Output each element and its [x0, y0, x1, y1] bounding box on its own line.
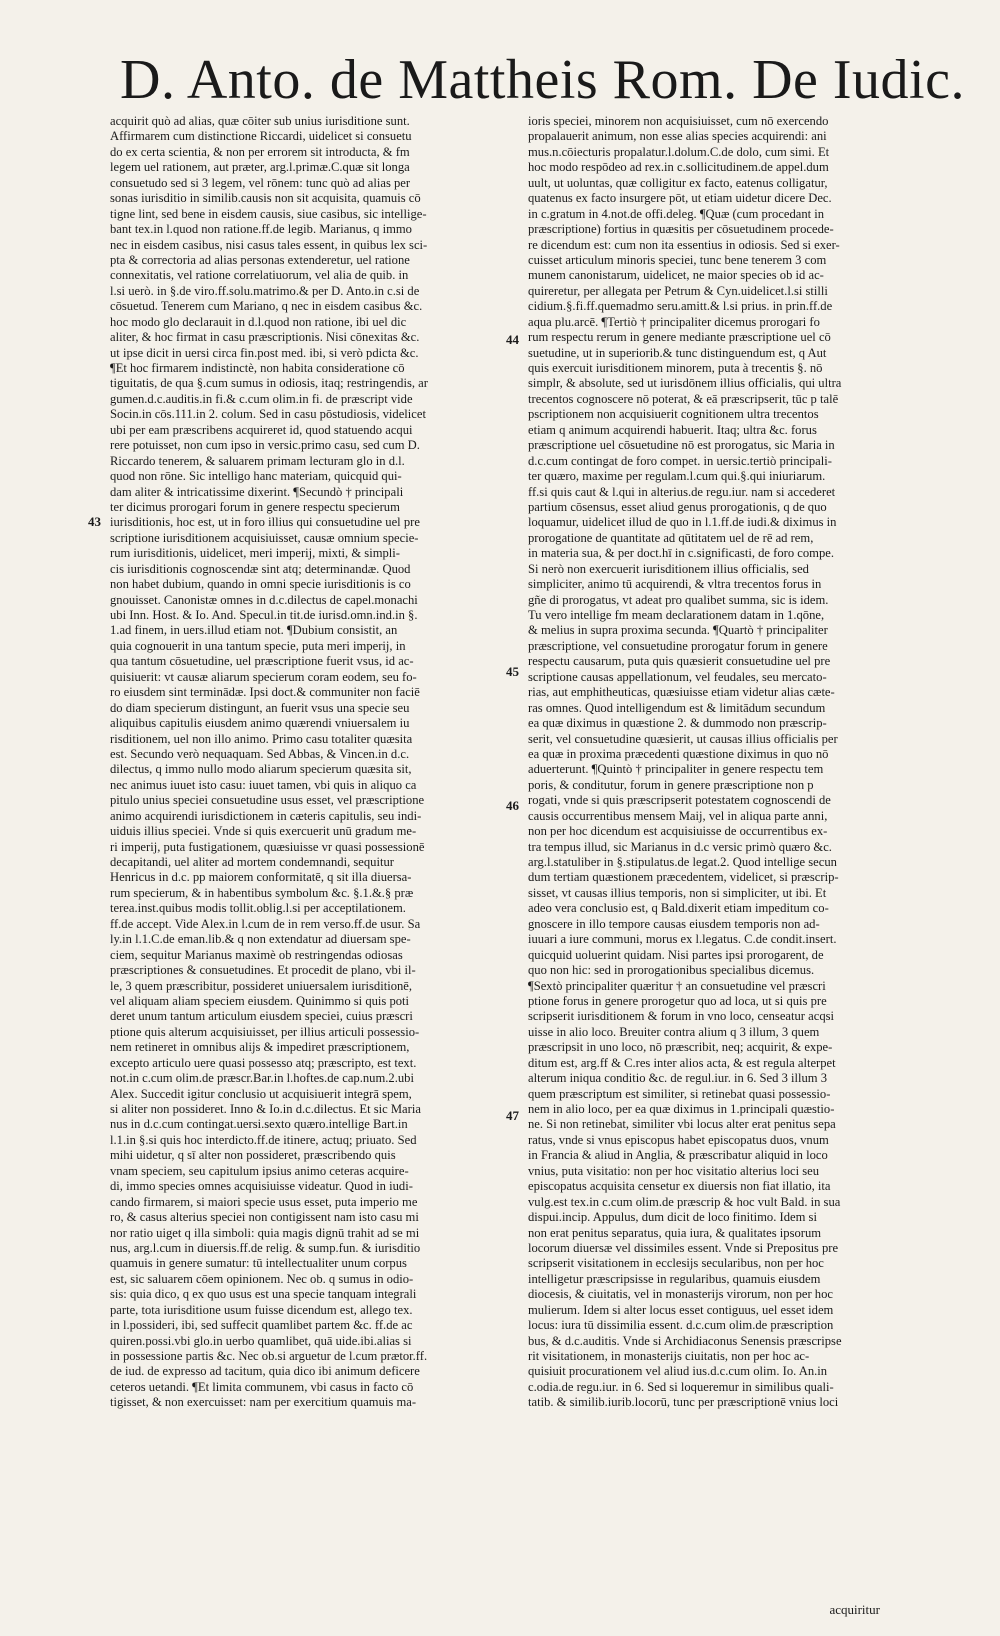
text-line: serit, vel consuetudine quæsierit, ut causas illius officialis per [528, 731, 838, 746]
text-line: nem in alio loco, per ea quæ diximus in 1.principali quæstio- [528, 1102, 835, 1116]
text-line: est. Secundo verò nequaquam. Sed Abbas, & Vincen.in d.c. [110, 746, 410, 761]
text-line: vnam speciem, seu capitulum ipsius animo ceteras acquire- [110, 1163, 409, 1178]
text-line: rias, aut emphitheuticas, quæsiuisse etiam videtur alias cæte- [528, 685, 835, 700]
catchword: acquiritur [829, 1602, 880, 1617]
text-line: ptione forus in genere prorogetur quo ad loca, ut si quis pre [528, 993, 827, 1008]
text-line: simplr, & absolute, sed ut iurisdōnem illius officialis, qui ultra [528, 376, 842, 391]
text-line: ¶Sextò principaliter quæritur † an consuetudine vel præscri [528, 978, 826, 993]
text-line: gumen.d.c.auditis.in fi.& c.cum olim.in fi. de præscript vide [110, 391, 413, 406]
text-line: di, immo species omnes acquisiuisse videatur. Quod in iudi- [110, 1179, 413, 1194]
text-line: do ex certa scientia, & non per errorem sit introducta, & fm [110, 144, 410, 159]
text-line: ri imperij, puta fustigationem, quæsiuisse vr quasi possessionē [110, 839, 425, 854]
text-line: intelligetur præscripsisse in regularibus, quamuis eiusdem [528, 1271, 821, 1286]
marginal-number-47: 47 [506, 1108, 519, 1123]
text-line: vulg.est tex.in c.cum olim.de præscrip & hoc vult Bald. in sua [528, 1194, 841, 1209]
text-line: aqua plu.arcē. ¶Tertiò † principaliter dicemus prorogari fo [528, 314, 820, 329]
text-line: quod non rōne. Sic intelligo hanc materiam, quicquid qui- [110, 469, 402, 484]
text-line: respectu causarum, puta quis quæsierit consuetudine uel pre [528, 654, 831, 669]
text-line: causis occurrentibus mensem Maij, vel in aliqua parte anni, [528, 808, 828, 823]
text-line: hoc modo glo declarauit in d.l.quod non ratione, ibi uel dic [110, 314, 407, 329]
text-line: qua tantum cōsuetudine, uel præscriptione fuerit vsus, id ac- [110, 654, 414, 669]
text-line: arg.l.statuliber in §.stipulatus.de legat.2. Quod intellige secun [528, 855, 837, 869]
text-line: quisiuerit: vt causæ aliarum specierum coram eodem, seu fo- [110, 669, 417, 684]
text-line: uiduis illius speciei. Vnde si quis exercuerit unū gradum me- [110, 824, 417, 839]
text-line: sis: quia dico, q ex quo usus est una specie tanquam integrali [110, 1287, 417, 1302]
text-line: scripserit iurisditionem & forum in vno loco, censeatur acqsi [528, 1009, 835, 1024]
text-line: nor ratio uiget q illa simboli: quia magis dignū trahit ad se mi [110, 1225, 420, 1240]
text-line: ioris speciei, minorem non acquisiuisset, cum nō exercendo [528, 114, 829, 128]
text-line: Si nerò non exercuerit iurisditionem illius officialis, sed [528, 561, 809, 576]
text-line: in Francia & aliud in Anglia, & præscribatur aliquid in loco [528, 1148, 828, 1163]
text-line: gnouisset. Canonistæ omnes in d.c.dilectus de capel.monachi [110, 592, 418, 607]
text-line: pta & correctoria ad alias personas extenderetur, uel ratione [110, 252, 410, 267]
text-line: scriptione causas appellationum, vel feudales, seu mercato- [528, 669, 827, 684]
text-line: diocesis, & ciuitatis, vel in monasterijs virorum, non per hoc [528, 1287, 833, 1302]
text-line: de iud. de expresso ad tacitum, quia dico ibi animum deficere [110, 1364, 420, 1379]
text-line: ne. Si non retinebat, similiter vbi locus alter erat penitus sepa [528, 1117, 836, 1132]
text-line: hoc modo respōdeo ad rex.in c.sollicitudinem.de appel.dum [528, 160, 829, 175]
text-line: scriptione iurisditionem acquisiuisset, causæ omnium specie- [110, 530, 419, 545]
text-line: deret unum tantum articulum eiusdem speciei, cuius præscri [110, 1009, 413, 1024]
text-line: vnius, puta visitatio: non per hoc visitatio alterius loci seu [528, 1163, 820, 1178]
text-line: in c.gratum in 4.not.de offi.deleg. ¶Quæ (cum procedant in [528, 206, 825, 221]
text-line: le, 3 quem præscribitur, possideret uniuersalem iurisditionē, [110, 978, 413, 993]
text-line: quisiuit procurationem vel aliud ius.d.c.cum olim. Io. An.in [528, 1364, 828, 1379]
text-line: connexitatis, vel ratione correlatiuorum, vel alia de quib. in [110, 268, 409, 283]
text-line: poris, & conditutur, forum in genere præscriptione non p [528, 777, 814, 792]
text-line: prorogatione de quantitate ad qūtitatem uel de rē ad rem, [528, 530, 814, 545]
text-line: scripserit visitationem in ecclesijs secularibus, non per hoc [528, 1256, 824, 1271]
text-line: quicquid uoluerint quidam. Nisi partes ipsi prorogarent, de [528, 947, 824, 962]
text-line: nec animus iuuet isto casu: iuuet tamen, vbi quis in aliquo ca [110, 777, 417, 792]
text-line: nus, arg.l.cum in diuersis.ff.de relig. & sump.fun. & iurisditio [110, 1240, 421, 1255]
text-line: non erat penitus separatus, quia iura, & qualitates ipsorum [528, 1225, 822, 1240]
text-line: ea quæ in proxima præcedenti quæstione diximus in quo nō [528, 746, 829, 761]
text-line: animo acquirendi iurisdictionem in cæteris capitulis, seu indi- [110, 808, 422, 823]
text-line: ¶Et hoc firmarem indistinctè, non habita consideratione cō [110, 361, 405, 375]
text-line: aliter, & hoc firmat in casu præscriptionis. Nisi cōnexitas &c. [110, 330, 420, 345]
text-line: cidium.§.fi.ff.quemadmo seru.amitt.& l.si prius. in prin.ff.de [528, 299, 833, 314]
text-line: parte, tota iurisditione usum fuisse dicendum est, allego tex. [110, 1302, 413, 1317]
text-line: quo non hic: sed in prorogationibus specialibus dicemus. [528, 963, 815, 978]
text-line: rum specierum, & in habentibus symbolum &c. §.1.&.§ præ [110, 885, 414, 900]
marginal-number-46: 46 [506, 798, 519, 813]
text-line: excepto articulo uere quasi possesso atq; præscripto, est text. [110, 1055, 417, 1070]
text-line: non per hoc dicendum est acquisiuisse de occurrentibus ex- [528, 824, 828, 839]
text-line: sonas iurisditio in similib.causis non sit acquisita, quamuis cō [110, 191, 421, 206]
text-line: tiguitatis, de qua §.cum sumus in odiosis, itaq; restringendis, ar [110, 376, 428, 391]
text-line: ff.de accept. Vide Alex.in l.cum de in rem verso.ff.de usur. Sa [110, 916, 421, 931]
text-line: munem canonistarum, uidelicet, ne maior species ob id ac- [528, 268, 824, 283]
text-line: bus, & d.c.auditis. Vnde si Archidiaconus Senensis præscripse [528, 1333, 842, 1348]
text-line: rere potuisset, non cum ipso in versic.primo casu, sed cum D. [110, 438, 420, 453]
text-line: præscriptione, vel consuetudine prorogatur forum in genere [528, 638, 828, 653]
text-line: rum iurisditionis, uidelicet, meri imperij, mixti, & simpli- [110, 546, 400, 561]
text-line: quiren.possi.vbi glo.in uerbo quamlibet, quā uide.ibi.alias si [110, 1333, 412, 1348]
text-line: dispui.incip. Appulus, dum dicit de loco finitimo. Idem si [528, 1210, 817, 1225]
text-line: mihi uidetur, q sī alter non possideret, præscribendo quis [110, 1148, 396, 1163]
text-line: nec in eisdem casibus, nisi casus tales essent, in quibus lex sci- [110, 237, 428, 252]
text-line: rit visitationem, in monasterijs ciuitatis, non per hoc ac- [528, 1349, 810, 1363]
text-line: c.odia.de regu.iur. in 6. Sed si loqueremur in similibus quali- [528, 1379, 834, 1394]
text-line: gnoscere in illo tempore causas eiusdem temporis non ad- [528, 916, 820, 931]
marginal-number-45: 45 [506, 664, 519, 679]
text-line: cuisset articulum minoris speciei, tunc bene tenerem 3 com [528, 252, 827, 267]
text-line: mulierum. Idem si alter locus esset contiguus, uel esset idem [528, 1302, 834, 1317]
text-line: 1.ad finem, in uers.illud etiam not. ¶Dubium consistit, an [110, 623, 398, 638]
left-column [110, 114, 482, 1598]
text-line: ea quæ diximus in quæstione 2. & dummodo non præscrip- [528, 716, 827, 731]
text-line: & melius in supra proxima secunda. ¶Quartò † principaliter [528, 623, 828, 638]
text-line: ut ipse dicit in uersi circa fin.post med. ibi, si verò pdicta &c. [110, 345, 419, 360]
text-line: Henricus in d.c. pp maiorem conformitatē, q sit illa diuersa- [110, 870, 412, 885]
text-line: quireretur, per allegata per Petrum & Cyn.uidelicet.l.si stilli [528, 283, 828, 298]
text-line: si aliter non possideret. Inno & Io.in d.c.dilectus. Et sic Maria [110, 1102, 421, 1116]
text-line: nus in d.c.cum contingat.uersi.sexto quæro.intellige Bart.in [110, 1117, 408, 1132]
text-line: præscriptione uel cōsuetudine nō est prorogatus, sic Maria in [528, 438, 835, 453]
running-head: D. Anto. de Mattheis Rom. De Iudic. [120, 49, 965, 111]
text-line: tigisset, & non exercuisset: nam per exercitium quamuis ma- [110, 1395, 417, 1410]
text-line: sisset, vt causas illius temporis, non si simpliciter, ut ibi. Et [528, 885, 827, 900]
text-line: uisse in alio loco. Breuiter contra alium q 3 illum, 3 quem [528, 1024, 820, 1039]
text-line: consuetudo sed si 3 legem, vel rōnem: tunc quò ad alias per [110, 175, 411, 190]
text-line: ubi Inn. Host. & Io. And. Specul.in tit.de iurisd.omn.ind.in §. [110, 608, 418, 622]
text-line: ter dicimus prorogari forum in genere respectu specierum [110, 499, 400, 514]
text-line: quis exercuit iurisditionem minorem, puta à trecentis §. nō [528, 361, 823, 375]
text-line: quamuis in genere sumatur: tū intellectualiter unum corpus [110, 1256, 407, 1271]
text-line: tigne lint, sed bene in eisdem causis, siue casibus, sic intellige- [110, 206, 427, 221]
text-line: alterum iniqua conditio &c. de regul.iur. in 6. Sed 3 illum 3 [528, 1071, 828, 1086]
text-line: ratus, vnde si vnus episcopus habet episcopatus duos, vnum [528, 1132, 829, 1147]
text-line: præscriptiones & consuetudines. Et procedit de plano, vbi il- [110, 963, 416, 978]
text-line: in l.possideri, ibi, sed suffecit quamlibet partem &c. ff.de ac [110, 1318, 413, 1333]
text-line: quatenus ex facto insurgere pōt, ut etiam uidetur dicere Dec. [528, 191, 832, 206]
text-line: loquamur, uidelicet illud de quo in l.1.ff.de iudi.& diximus in [528, 515, 837, 530]
text-line: l.si uerò. in §.de viro.ff.solu.matrimo.& per D. Anto.in c.si de [110, 283, 420, 298]
text-line: nem retineret in omnibus alijs & impediret præscriptionem, [110, 1040, 410, 1055]
text-line: suetudine, ut in superiorib.& tunc distinguendum est, q Aut [528, 345, 827, 360]
text-line: Socin.in cōs.111.in 2. colum. Sed in casu pōstudiosis, videlicet [110, 407, 426, 422]
text-line: iuuari a iure communi, morus ex l.legatus. C.de condit.insert. [528, 932, 837, 947]
text-line: etiam q animum acquirendi habuerit. Itaq; ultra &c. forus [528, 422, 817, 437]
text-line: tatib. & similib.iurib.locorū, tunc per præscriptionē vnius loci [528, 1395, 839, 1410]
text-line: ly.in l.1.C.de eman.lib.& q non extendatur ad diuersam spe- [110, 932, 411, 947]
text-line: ptione quis alterum acquisiuisset, per illius articuli possessio- [110, 1024, 420, 1039]
text-line: dum tertiam quæstionem præcedentem, videlicet, si præscrip- [528, 870, 839, 885]
text-line: dilectus, q immo nullo modo aliarum specierum quæsita sit, [110, 762, 412, 777]
text-line: simpliciter, animo tū acquirendi, & vltra trecentos forus in [528, 577, 822, 592]
text-line: præscripsit in uno loco, nō præscribit, neq; acquirit, & expe- [528, 1040, 833, 1055]
text-line: cis iurisditionis cognoscendæ sint atq; determinandæ. Quod [110, 561, 411, 576]
text-line: propalauerit animum, non esse alias species acquirendi: ani [528, 129, 827, 144]
text-line: mus.n.cōiecturis propalatur.l.dolum.C.de dolo, cum simi. Et [528, 144, 830, 159]
text-line: in possessione partis &c. Nec ob.si arguetur de l.cum prætor.ff. [110, 1349, 428, 1363]
text-line: ro eiusdem sint terminādæ. Ipsi doct.& communiter non faciē [110, 685, 420, 700]
text-line: pitulo unius speciei consuetudine usus esset, vel præscriptione [110, 793, 425, 808]
text-line: præscriptione) fortius in quæsitis per cōsuetudinem procede- [528, 222, 834, 237]
text-line: quia cognouerit in una tantum specie, puta meri imperij, in [110, 638, 406, 653]
text-line: ro, & casus alterius speciei non contigissent nam isto casu mi [110, 1210, 419, 1225]
text-line: pscriptionem non acquisiuerit cognitionem ultra trecentos [528, 407, 819, 422]
text-line: ff.si quis caut & l.qui in alterius.de regu.iur. nam si accederet [528, 484, 836, 499]
text-line: in materia sua, & per doct.hī in c.significasti, de foro compe. [528, 546, 835, 561]
text-line: vel aliquam aliam speciem eiusdem. Quinimmo si quis poti [110, 993, 410, 1008]
text-line: l.1.in §.si quis hoc interdicto.ff.de itinere, actuq; priuato. Sed [110, 1132, 417, 1147]
text-line: tra tempus illud, sic Marianus in d.c versic primò quæro &c. [528, 839, 832, 854]
text-line: re dicendum est: cum non ita essentius in odiosis. Sed si exer- [528, 237, 840, 252]
text-line: risditionem, uel non illo animo. Primo casu totaliter quæsita [110, 731, 413, 746]
text-line: uult, ut uoluntas, quæ colligitur ex facto, eatenus colligatur, [528, 175, 828, 190]
text-line: ceteros uetandi. ¶Et limita communem, vbi casus in facto cō [110, 1379, 414, 1394]
text-line: cando firmarem, si maiori specie usus esset, puta imperio me [110, 1194, 418, 1209]
text-line: legem uel rationem, aut præter, arg.l.primæ.C.quæ sit longa [110, 160, 410, 175]
text-line: non habet dubium, quando in omni specie iurisditionis is co [110, 577, 411, 592]
text-line: decapitandi, uel aliter ad mortem condemnandi, sequitur [110, 855, 394, 869]
text-line: aduerterunt. ¶Quintò † principaliter in genere respectu tem [528, 762, 824, 777]
text-line: ter quæro, maxime per regulam.l.cum qui.§.qui iniuriarum. [528, 469, 826, 484]
text-line: Riccardo tenerem, & saluarem primam lecturam glo in d.l. [110, 453, 405, 468]
text-line: ciem, sequitur Marianus maximè ob restringendas odiosas [110, 947, 403, 962]
text-line: ras omnes. Quod intelligendum est & limitādum secundum [528, 700, 826, 715]
marginal-number-43: 43 [88, 514, 101, 529]
text-line: rum respectu rerum in genere mediante præscriptione uel cō [528, 330, 831, 345]
right-column [528, 114, 900, 1604]
text-line: gñe di prorogatus, vt adeat pro qualibet summa, sic is idem. [528, 592, 829, 607]
text-line: not.in c.cum olim.de præscr.Bar.in l.hoftes.de cap.num.2.ubi [110, 1071, 414, 1086]
text-line: cōsuetud. Tenerem cum Mariano, q nec in eisdem casibus &c. [110, 299, 423, 314]
text-line: rogati, vnde si quis præscripserit potestatem cognoscendi de [528, 793, 831, 808]
text-line: Tu vero intellige fm meam declarationem datam in 1.qōne, [528, 608, 825, 622]
text-line: ubi per eam præscribens acquireret id, quod statuendo acqui [110, 422, 413, 437]
text-line: bant tex.in l.quod non ratione.ff.de legib. Marianus, q immo [110, 222, 412, 237]
text-line: aliquibus capitulis eiusdem animo quærendi vniuersalem iu [110, 716, 410, 731]
text-line: do diam specierum distingunt, an fuerit vsus una specie seu [110, 700, 410, 715]
text-line: terea.inst.quibus modis tollit.oblig.l.si per acceptilationem. [110, 901, 406, 916]
text-line: iurisditionis, hoc est, ut in foro illius qui consuetudine uel pre [110, 515, 420, 530]
text-line: acquirit quò ad alias, quæ cōiter sub unius iurisditione sunt. [110, 114, 410, 128]
text-line: locus: iura tū dissimilia essent. d.c.cum olim.de præscription [528, 1318, 834, 1333]
text-line: quem præscriptum est similiter, si retinebat quasi possessio- [528, 1086, 831, 1101]
text-line: Alex. Succedit igitur conclusio ut acquisiuerit integrā spem, [110, 1086, 412, 1101]
text-line: partium cōsensus, esset aliud genus prorogationis, q de quo [528, 499, 827, 514]
text-line: trecentos cognoscere nō poterat, & eā præscripserit, tūc p talē [528, 391, 839, 406]
text-line: ditum est, arg.ff & C.res inter alios acta, & est regula alterpet [528, 1055, 836, 1070]
text-line: episcopatus acquisita censetur ex diuersis non fiat illatio, ita [528, 1179, 831, 1194]
text-line: locorum diuersæ vel dissimiles essent. Vnde si Prepositus pre [528, 1240, 839, 1255]
marginal-number-44: 44 [506, 332, 519, 347]
text-line: est, sic saluarem cōem opinionem. Nec ob. q sumus in odio- [110, 1271, 414, 1286]
text-line: d.c.cum contingat de foro compet. in uersic.tertiò principali- [528, 453, 832, 468]
text-line: Affirmarem cum distinctione Riccardi, uidelicet si consuetu [110, 129, 412, 144]
text-line: dam aliter & intricatissime dixerint. ¶Secundò † principali [110, 484, 404, 499]
text-line: adeo vera conclusio est, q Bald.dixerit etiam impeditum co- [528, 901, 829, 916]
